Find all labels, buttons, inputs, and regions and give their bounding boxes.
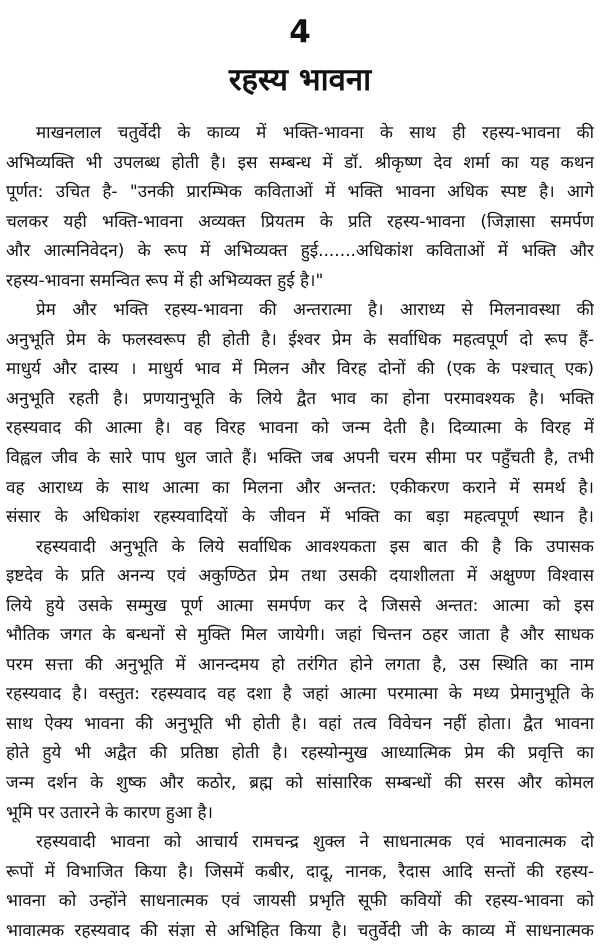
paragraph-1 (6, 119, 594, 296)
text-line: इष्टदेव के प्रति अनन्य एवं अकुण्ठित प्रेम तथा उसकी दयाशीलता में अक्षुण्ण विश्वास (6, 566, 594, 587)
text-line: वह आराध्य के साथ आत्मा का मिलना और अन्तत: एकीकरण कराने में समर्थ है। (6, 477, 594, 498)
text-line: परम सत्ता की अनुभूति में आनन्दमय हो तरंगित होने लगता है, उस स्थिति का नाम (6, 654, 594, 675)
text-line: प्रेम और भक्ति रहस्य-भावना की अन्तरात्मा है। आराध्य से मिलनावस्था की (36, 300, 594, 321)
text-line: भौतिक जगत के बन्धनों से मुक्ति मिल जायेगी। जहां चिन्तन ठहर जाता है और साधक (6, 625, 594, 646)
text-line: रहस्य-भावना समन्वित रूप में ही अभिव्यक्त हुई है।" (6, 270, 324, 291)
text-line: अभिव्यक्ति भी उपलब्ध होती है। इस सम्बन्ध में डॉ. श्रीकृष्ण देव शर्मा का यह कथन (6, 152, 594, 173)
text-line: भावात्मक रहस्यवाद की संज्ञा से अभिहित किया है। चतुर्वेदी जी के काव्य में साधनात्मक (6, 920, 594, 941)
chapter-body (6, 119, 594, 946)
text-line: रहस्यवाद है। वस्तुत: रहस्यवाद वह दशा है जहां आत्मा परमात्मा के मध्य प्रेमानुभूति के (6, 684, 594, 705)
text-line: जन्म दर्शन के शुष्क और कठोर, ब्रह्म को सांसारिक सम्बन्धों की सरस और कोमल (6, 773, 594, 794)
text-line: अनुभूति रहती है। प्रणयानुभूति के लिये द्वैत भाव का होना परमावश्यक है। भक्ति (6, 388, 594, 409)
chapter-title: रहस्य भावना (228, 62, 372, 98)
text-line: माखनलाल चतुर्वेदी के काव्य में भक्ति-भावना के साथ ही रहस्य-भावना की (36, 123, 594, 143)
text-line: लिये हुये उसके सम्मुख पूर्ण आत्मा समर्पण कर दे जिससे अन्तत: आत्मा को इस (6, 595, 594, 616)
text-line: रहस्यवादी भावना को आचार्य रामचन्द्र शुक्ल ने साधनात्मक एवं भावनात्मक दो (36, 832, 594, 853)
text-line: संसार के अधिकांश रहस्यवादियों के जीवन में भक्ति का बड़ा महत्वपूर्ण स्थान है। (6, 507, 594, 528)
text-line: रूपों में विभाजित किया है। जिसमें कबीर, दादू, नानक, रैदास आदि सन्तों की रहस्य- (6, 861, 594, 882)
text-line: रहस्यवादी अनुभूति के लिये सर्वाधिक आवश्यकता इस बात की है कि उपासक (36, 536, 594, 557)
text-line: भूमि पर उतारने के कारण हुआ है। (6, 802, 213, 823)
text-line: विह्वल जीव के सारे पाप धुल जाते हैं। भक्ति जब अपनी चरम सीमा पर पहुँचती है, तभी (6, 448, 594, 469)
text-line: अनुभूति प्रेम के फलस्वरूप ही होती है। ईश्वर प्रेम के सर्वाधिक महत्वपूर्ण दो रूप हैं- (6, 329, 594, 350)
text-line: रहस्यवाद की आत्मा है। वह विरह भावना को जन्म देती है। दिव्यात्मा के विरह में (6, 418, 594, 439)
chapter-number: 4 (289, 14, 311, 50)
text-line: साथ ऐक्य भावना की अनुभूति भी होती है। वहां तत्व विवेचन नहीं होता। द्वैत भावना (6, 713, 594, 734)
text-line: चलकर यही भक्ति-भावना अव्यक्त प्रियतम के प्रति रहस्य-भावना (जिज्ञासा समर्पण (6, 211, 594, 232)
text-line: होते हुये भी अद्वैत की प्रतिष्ठा होती है। रहस्योन्मुख आध्यात्मिक प्रेम की प्रवृत्ति का (6, 743, 594, 764)
paragraph-2 (6, 296, 594, 532)
paragraph-3 (6, 533, 594, 828)
text-line: पूर्णत: उचित है- "उनकी प्रारम्भिक कविताओं में भक्ति भावना अधिक स्पष्ट है। आगे (6, 182, 594, 203)
text-line: और आत्मनिवेदन) के रूप में अभिव्यक्त हुई.......अधिकांश कविताओं में भक्ति और (6, 241, 594, 262)
text-line: माधुर्य और दास्य । माधुर्य भाव में मिलन और विरह दोनों की (एक के पश्चात् एक) (6, 359, 594, 380)
text-line: भावना को उन्होंने साधनात्मक एवं जायसी प्रभृति सूफी कवियों की रहस्य-भावना को (6, 891, 594, 912)
paragraph-4 (6, 828, 594, 946)
